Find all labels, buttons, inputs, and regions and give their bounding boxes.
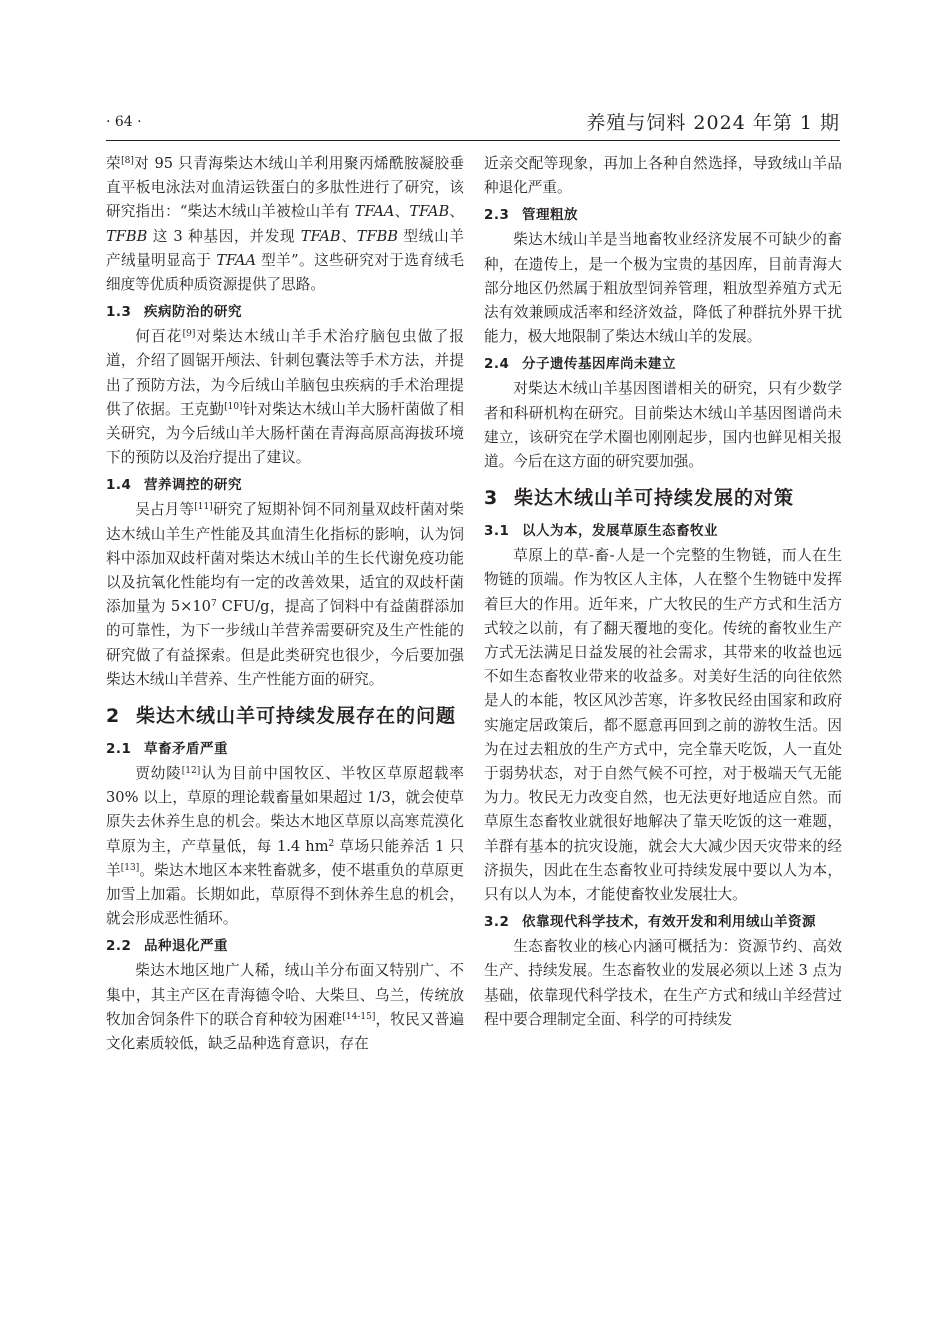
section-heading-3-2: 3.2 依靠现代科学技术，有效开发和利用绒山羊资源 — [484, 914, 816, 931]
paragraph: 荣[8]对 95 只青海柴达木绒山羊利用聚丙烯酰胺凝胶垂直平板电泳法对血清运铁蛋白的多肽性进行了研究，该研究指出：“柴达木绒山羊被检山羊有 TFAA、TFAB、TFBB 这 3 种基因，并发现 TFAB、TFBB 型绒山羊产绒量明显高于 TFAA 型羊”。这些研究对于选育绒毛细度等优质种质资源提供了思路。 — [106, 155, 465, 294]
paragraph: 吴占月等[11]研究了短期补饲不同剂量双歧杆菌对柴达木绒山羊生产性能及其血清生化指标的影响，认为饲料中添加双歧杆菌对柴达木绒山羊的生长代谢免疫功能以及抗氧化性能均有一定的改善效果，适宜的双歧杆菌添加量为 $5\times 10^7$ CFU/g，提高了饲料中有益菌群添加的可靠性，为下一步绒山羊营养需要研究及生产性能的研究做了有益探索。但是此类研究也很少，今后要加强柴达木绒山羊营养、生产性能方面的研究。 — [106, 501, 464, 688]
paragraph: 生态畜牧业的核心内涵可概括为：资源节约、高效生产、持续发展。生态畜牧业的发展必须以上述 3 点为基础，依靠现代科学技术，在生产方式和绒山羊经营过程中要合理制定全面、科学的可持续发 — [484, 938, 842, 1028]
section-heading-3-1: 3.1 以人为本，发展草原生态畜牧业 — [484, 523, 718, 540]
paragraph: 草原上的草-畜-人是一个完整的生物链，而人在生物链的顶端。作为牧区人主体，人在整个生物链中发挥着巨大的作用。近年来，广大牧民的生产方式和生活方式较之以前，有了翻天覆地的变化。传统的畜牧业生产方式无法满足日益发展的社会需求，其带来的收益也远不如生态畜牧业带来的收益多。对美好生活的向往依然是人的本能，牧区风沙苦寒，许多牧民经由国家和政府实施定居政策后，都不愿意再回到之前的游牧生活。因为在过去粗放的生产方式中，完全靠天吃饭，人一直处于弱势状态，对于自然气候不可控，对于极端天气无能为力。牧民无力改变自然，也无法更好地适应自然。而草原生态畜牧业就很好地解决了靠天吃饭的这一难题，羊群有基本的抗灾设施，就会大大减少因天灾带来的经济损失，因此在生态畜牧业可持续发展中要以人为本，只有以人为本，才能使畜牧业发展壮大。 — [484, 547, 842, 904]
paragraph: 柴达木地区地广人稀，绒山羊分布面又特别广、不集中，其主产区在青海德令哈、大柴旦、乌兰，传统放牧加舍饲条件下的联合育种较为困难[14-15]，牧民又普遍文化素质较低，缺乏品种选育意识，存在 — [106, 962, 464, 1053]
section-heading-2-4: 2.4 分子遗传基因库尚未建立 — [484, 356, 676, 373]
paragraph: 柴达木绒山羊是当地畜牧业经济发展不可缺少的畜种，在遗传上，是一个极为宝贵的基因库，目前青海大部分地区仍然属于粗放型饲养管理，粗放型养殖方式无法有效兼顾成活率和经济效益，降低了种群抗外界干扰能力，极大地限制了柴达木绒山羊的发展。 — [484, 231, 842, 346]
page-number: · 64 · — [106, 114, 142, 130]
journal-title: 养殖与饲料 2024 年第 1 期 — [586, 112, 840, 134]
section-heading-1-4: 1.4 营养调控的研究 — [106, 477, 242, 494]
paragraph: 对柴达木绒山羊基因图谱相关的研究，只有少数学者和科研机构在研究。目前柴达木绒山羊基因图谱尚未建立，该研究在学术圈也刚刚起步，国内也鲜见相关报道。今后在这方面的研究要加强。 — [484, 380, 842, 471]
section-heading-2-1: 2.1 草畜矛盾严重 — [106, 741, 228, 758]
paragraph: 何百花[9]对柴达木绒山羊手术治疗脑包虫做了报道，介绍了圆锯开颅法、针刺包囊法等手术方法，并提出了预防方法，为今后绒山羊脑包虫疾病的手术治理提供了依据。王克勤[10]针对柴达木绒山羊大肠杆菌做了相关研究，为今后绒山羊大肠杆菌在青海高原高海拔环境下的预防以及治疗提出了建议。 — [106, 328, 464, 467]
section-heading-2-3: 2.3 管理粗放 — [484, 207, 578, 224]
section-heading-2-2: 2.2 品种退化严重 — [106, 938, 228, 955]
section-heading-3: 3 柴达木绒山羊可持续发展的对策 — [484, 487, 795, 510]
paragraph: 贾幼陵[12]认为目前中国牧区、半牧区草原超载率 30% 以上，草原的理论载畜量如果超过 1/3，就会使草原失去休养生息的机会。柴达木地区草原以高寒荒漠化草原为主，产草量低，每 1.4 $hm^2$ 草场只能养活 1 只羊[13]。柴达木地区本来牲畜就多，使不堪重负的草原更加雪上加霜。长期如此，草原得不到休养生息的机会，就会形成恶性循环。 — [106, 765, 464, 928]
paragraph: 近亲交配等现象，再加上各种自然选择，导致绒山羊品种退化严重。 — [484, 155, 842, 197]
right-column — [484, 152, 842, 1032]
section-heading-1-3: 1.3 疾病防治的研究 — [106, 304, 242, 321]
section-heading-2: 2 柴达木绒山羊可持续发展存在的问题 — [106, 705, 457, 728]
header-divider — [106, 140, 840, 141]
left-column — [106, 152, 464, 1056]
